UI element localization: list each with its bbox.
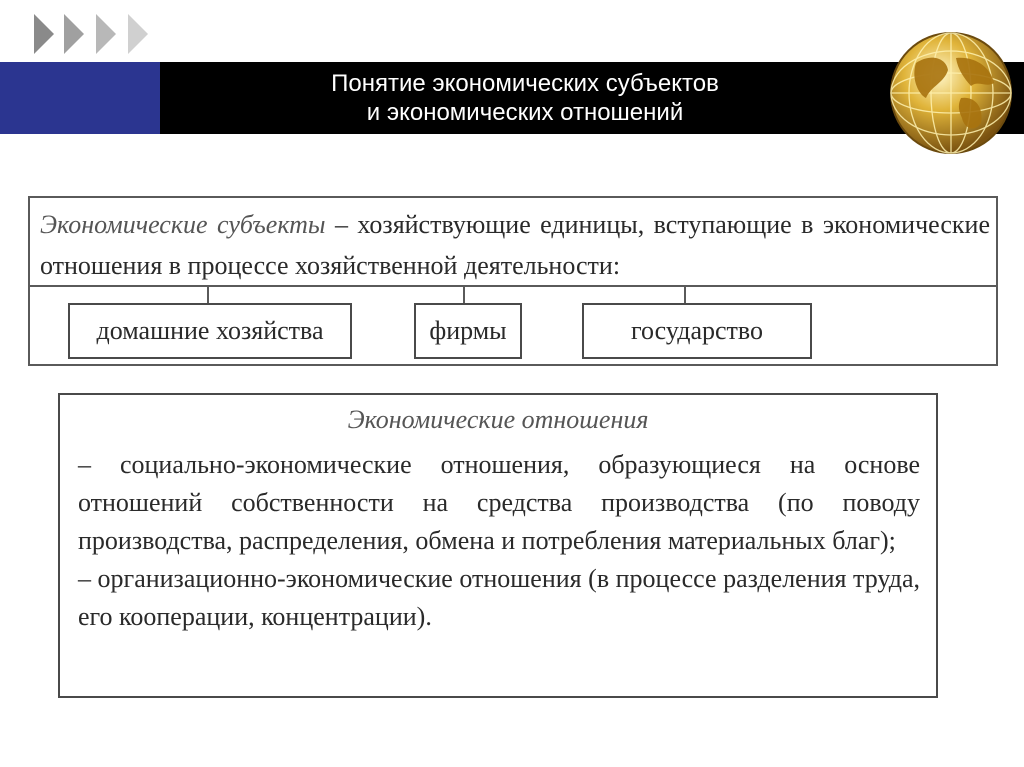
relations-item: – социально-экономические отношения, образующиеся на основе отношений собственности на средства производства (по поводу производства, распределения, обмена и потребления материальных благ); xyxy=(78,450,920,555)
subjects-term: Экономические субъекты xyxy=(40,210,326,239)
connector-line xyxy=(463,287,465,303)
subject-households: домашние хозяйства xyxy=(68,303,352,359)
connector-line xyxy=(207,287,209,303)
page-title xyxy=(160,62,890,134)
subjects-definition-text: – хозяйствующие единицы, вступающие в экономические отношения в процессе хозяйственной деятельности: xyxy=(40,210,990,280)
connector-line xyxy=(684,287,686,303)
title-line-1: Понятие экономических субъектов xyxy=(331,70,719,97)
subject-state: государство xyxy=(582,303,812,359)
header-accent-block xyxy=(0,62,160,134)
chevron-arrows-icon xyxy=(34,14,164,54)
divider xyxy=(28,285,998,287)
relations-title: Экономические отношения xyxy=(347,405,649,434)
subjects-definition xyxy=(40,204,990,286)
title-line-2: и экономических отношений xyxy=(366,99,684,126)
relations-list xyxy=(78,446,920,636)
globe-icon xyxy=(886,28,1016,158)
relations-item: – организационно-экономические отношения (в процессе разделения труда, его кооперации, концентрации). xyxy=(78,564,920,631)
subject-firms: фирмы xyxy=(414,303,522,359)
